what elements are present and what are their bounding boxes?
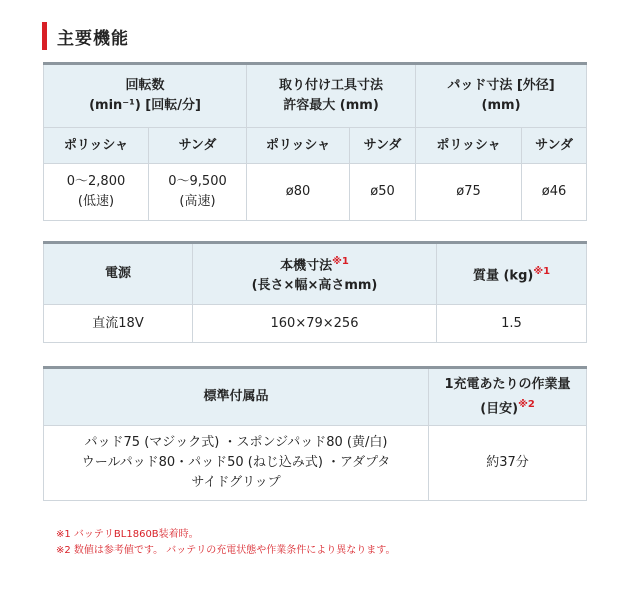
subheader-cell: サンダ (350, 128, 416, 164)
accessories-cell: パッド75 (マジック式) ・スポンジパッド80 (黄/白) ウールパッド80・パッド50 (ねじ込み式) ・アダプタ サイドグリップ (44, 426, 429, 501)
section-title: 主要機能 (57, 28, 129, 49)
header-dimensions: 本機寸法$^{※1}$ (長さ×幅×高さmm) (193, 243, 437, 305)
header-pad-size: パッド寸法 [外径] (mm) (416, 64, 587, 128)
spec-table-body (43, 241, 587, 343)
heading-accent-bar (42, 22, 47, 50)
header-rpm: 回転数 (min⁻¹) [回転/分] (44, 64, 247, 128)
note-mark: ※1 (533, 265, 551, 277)
header-tool-size: 取り付け工具寸法 許容最大 (mm) (247, 64, 416, 128)
pad-sander-cell: ø46 (522, 164, 587, 221)
subheader-cell: サンダ (522, 128, 587, 164)
rpm-polisher-cell: 0～2,800 (低速) (44, 164, 149, 221)
subheader-cell: ポリッシャ (247, 128, 350, 164)
header-work-amount: 1充電あたりの作業量 (目安)$^{※2}$ (429, 368, 587, 426)
spec-table-accessories (43, 366, 587, 501)
dimensions-cell: 160×79×256 (193, 305, 437, 343)
power-cell: 直流18V (44, 305, 193, 343)
tool-polisher-cell: ø80 (247, 164, 350, 221)
footnote: ※1 バッテリBL1860B装着時。 (56, 529, 199, 540)
header-weight: 質量 (kg)$^{※1}$ (437, 243, 587, 305)
subheader-cell: ポリッシャ (416, 128, 522, 164)
subheader-cell: サンダ (149, 128, 247, 164)
note-mark: ※1 (332, 255, 349, 267)
weight-cell: 1.5 (437, 305, 587, 343)
footnote: ※2 数値は参考値です。 バッテリの充電状態や作業条件により異なります。 (56, 545, 396, 556)
rpm-sander-cell: 0～9,500 (高速) (149, 164, 247, 221)
note-mark: ※2 (518, 398, 535, 410)
work-amount-cell: 約37分 (429, 426, 587, 501)
footnotes (56, 527, 396, 559)
header-power: 電源 (44, 243, 193, 305)
spec-table-performance (43, 62, 587, 221)
pad-polisher-cell: ø75 (416, 164, 522, 221)
section-heading (42, 22, 129, 50)
subheader-cell: ポリッシャ (44, 128, 149, 164)
tool-sander-cell: ø50 (350, 164, 416, 221)
header-accessories: 標準付属品 (44, 368, 429, 426)
